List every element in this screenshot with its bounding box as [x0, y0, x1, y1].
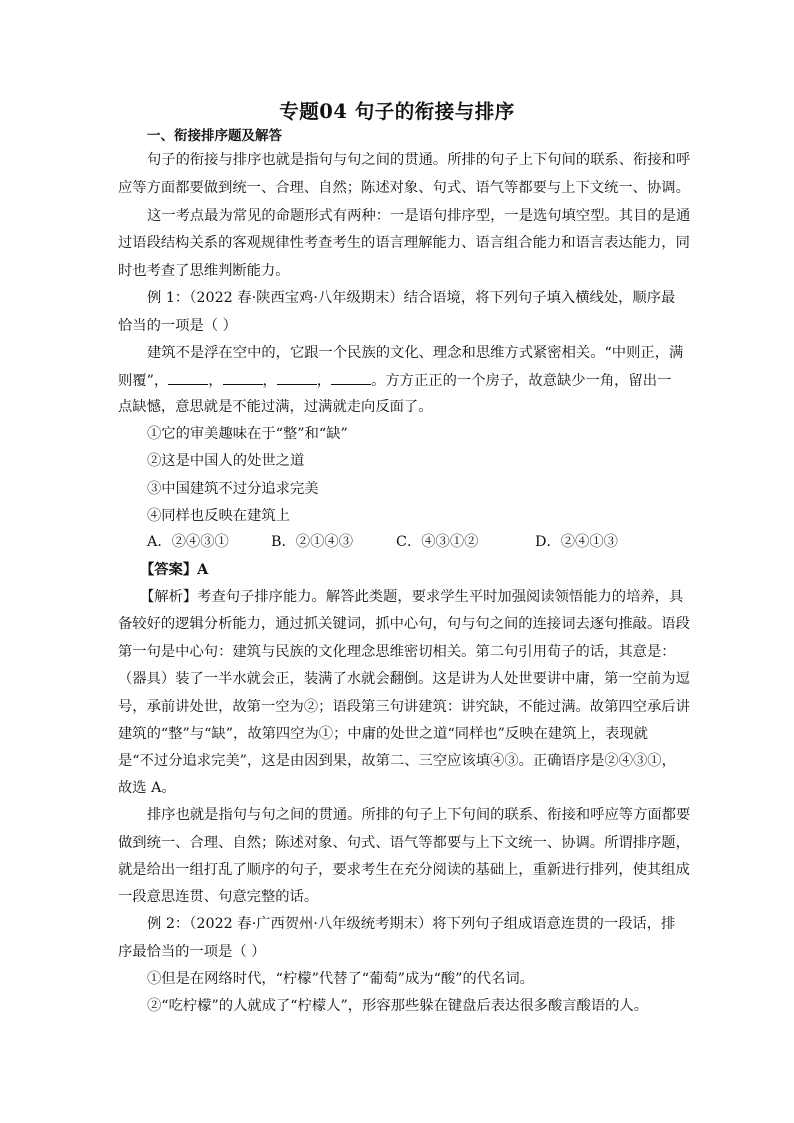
item-line: ④同样也反映在建筑上: [147, 508, 290, 524]
analysis-line: 【解析】考查句子排序能力。解答此类题，要求学生平时加强阅读领悟能力的培养，具: [140, 589, 684, 605]
analysis-line: （器具）装了一半水就会正，装满了水就会翻倒。这是讲为人处世要讲中庸，第一空前为逗: [118, 671, 690, 687]
analysis-line: 备较好的逻辑分析能力，通过抓关键词，抓中心句，句与句之间的连接词去逐句推敲。语段: [118, 616, 690, 632]
item-line: ②这是中国人的处世之道: [147, 453, 305, 469]
passage-line: 建筑不是浮在空中的，它跟一个民族的文化、理念和思维方式紧密相关。“中则正，满: [147, 345, 684, 361]
blank-separator: ，: [208, 373, 223, 389]
example1-line: 例 1：（2022 春·陕西宝鸡·八年级期末）结合语境，将下列句子填入横线处，顺序最: [147, 290, 676, 306]
passage-line-with-blanks: [118, 370, 671, 391]
analysis-line: 是“不过分追求完美”，这是由因到果，故第二、三空应该填④③。正确语序是②④③①，: [118, 753, 676, 769]
answer-line: 【答案】A: [140, 562, 209, 578]
paragraph-line: 就是给出一组打乱了顺序的句子，要求考生在充分阅读的基础上，重新进行排列，使其组成: [118, 862, 690, 878]
page-title: 专题04 句子的衔接与排序: [279, 100, 515, 123]
section-heading: 一、衔接排序题及解答: [147, 128, 282, 144]
paragraph-line: 做到统一、合理、自然；陈述对象、句式、语气等都要与上下文统一、协调。所谓排序题，: [118, 835, 690, 851]
passage-text: 。方方正正的一个房子，故意缺少一角，留出一: [371, 373, 672, 389]
option-b: B．②①④③: [271, 534, 353, 550]
intro-line: 应等方面都要做到统一、合理、自然；陈述对象、句式、语气等都要与上下文统一、协调。: [118, 180, 690, 196]
passage-line: 点缺憾，意思就是不能过满，过满就走向反面了。: [118, 399, 433, 415]
analysis-line: 第一句是中心句：建筑与民族的文化理念思维密切相关。第二句引用荀子的话，其意是：: [118, 644, 676, 660]
blank-separator: ，: [316, 373, 332, 389]
intro-line: 过语段结构关系的客观规律性考查考生的语言理解能力、语言组合能力和语言表达能力，同: [118, 235, 690, 251]
example1-line: 恰当的一项是（ ）: [118, 318, 237, 334]
blank-separator: ，: [262, 373, 277, 389]
passage-text: 则覆”，: [118, 373, 169, 389]
example2-line: 例 2：（2022 春·广西贺州·八年级统考期末）将下列句子组成语意连贯的一段话，排: [147, 916, 676, 932]
option-c: C．④③①②: [396, 534, 479, 550]
paragraph-line: 排序也就是指句与句之间的贯通。所排的句子上下句间的联系、衔接和呼应等方面都要: [147, 807, 691, 823]
item-line: ③中国建筑不过分追求完美: [147, 481, 319, 497]
fill-blank: [168, 370, 208, 385]
example2-item: ②“吃柠檬”的人就成了“柠檬人”，形容那些躲在键盘后表达很多酸言酸语的人。: [147, 998, 649, 1014]
analysis-line: 建筑的“整”与“缺”，故第四空为①；中庸的处世之道“同样也”反映在建筑上，表现就: [118, 726, 648, 742]
intro-line: 句子的衔接与排序也就是指句与句之间的贯通。所排的句子上下句间的联系、衔接和呼: [147, 152, 691, 168]
paragraph-line: 一段意思连贯、句意完整的话。: [118, 889, 319, 905]
analysis-line: 号，承前讲处世，故第一空为②；语段第三句讲建筑：讲究缺，不能过满。故第四空承后讲: [118, 699, 690, 715]
intro-line: 这一考点最为常见的命题形式有两种：一是语句排序型，一是选句填空型。其目的是通: [147, 208, 691, 224]
example2-line: 序最恰当的一项是（ ）: [118, 944, 266, 960]
example2-item: ①但是在网络时代，“柠檬”代替了“葡萄”成为“酸”的代名词。: [147, 971, 534, 987]
fill-blank: [223, 370, 263, 385]
option-d: D．②④①③: [535, 534, 618, 550]
analysis-line: 故选 A。: [118, 780, 176, 796]
fill-blank: [277, 370, 317, 385]
intro-line: 时也考查了思维判断能力。: [118, 263, 290, 279]
item-line: ①它的审美趣味在于“整”和“缺”: [147, 426, 348, 442]
fill-blank: [331, 370, 371, 385]
option-a: A．②④③①: [147, 534, 229, 550]
